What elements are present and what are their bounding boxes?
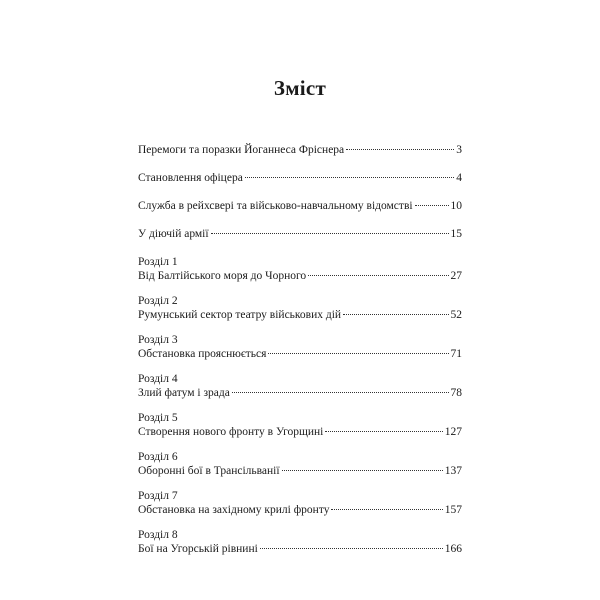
toc-entry-title: Становлення офіцера <box>138 172 243 184</box>
toc-entry-title: Перемоги та поразки Йоганнеса Фріснера <box>138 144 345 156</box>
chapter-label: Розділ 3 <box>138 334 178 346</box>
dot-leader <box>346 149 454 150</box>
toc-entry-page: 4 <box>456 172 462 184</box>
chapter-label: Розділ 5 <box>138 412 178 424</box>
dot-leader <box>268 353 448 354</box>
chapter-page: 52 <box>450 309 462 321</box>
chapter-page: 71 <box>450 348 462 360</box>
toc-entry <box>138 227 462 241</box>
chapter-title: Від Балтійського моря до Чорного <box>138 270 307 282</box>
chapter-label: Розділ 4 <box>138 373 178 385</box>
toc-chapter <box>138 528 462 556</box>
toc-chapter <box>138 489 462 517</box>
chapter-label: Розділ 8 <box>138 529 178 541</box>
chapter-page: 157 <box>444 504 462 516</box>
chapter-title: Злий фатум і зрада <box>138 387 230 399</box>
toc-chapter <box>138 450 462 478</box>
chapter-title: Оборонні бої в Трансільванії <box>138 465 280 477</box>
chapter-label: Розділ 6 <box>138 451 178 463</box>
dot-leader <box>260 548 443 549</box>
toc-chapter <box>138 333 462 361</box>
chapter-page: 27 <box>450 270 462 282</box>
dot-leader <box>308 275 448 276</box>
toc-chapter <box>138 255 462 283</box>
chapter-label: Розділ 1 <box>138 256 178 268</box>
chapter-label: Розділ 7 <box>138 490 178 502</box>
toc-entry <box>138 143 462 157</box>
chapter-title: Румунський сектор театру військових дій <box>138 309 342 321</box>
toc-entry <box>138 199 462 213</box>
dot-leader <box>282 470 443 471</box>
table-of-contents <box>138 143 462 567</box>
dot-leader <box>325 431 442 432</box>
toc-entry-title: У діючій армії <box>138 228 209 240</box>
chapter-page: 78 <box>450 387 462 399</box>
page-title: Зміст <box>273 76 327 100</box>
toc-chapter <box>138 411 462 439</box>
toc-entry-page: 3 <box>456 144 462 156</box>
chapter-title: Бої на Угорській рівнині <box>138 543 258 555</box>
chapter-title: Створення нового фронту в Угорщині <box>138 426 324 438</box>
dot-leader <box>415 205 449 206</box>
toc-entry-page: 15 <box>450 228 462 240</box>
chapter-page: 127 <box>444 426 462 438</box>
chapter-title: Обстановка прояснюється <box>138 348 267 360</box>
chapter-page: 166 <box>444 543 462 555</box>
toc-chapter <box>138 372 462 400</box>
chapter-page: 137 <box>444 465 462 477</box>
dot-leader <box>331 509 442 510</box>
dot-leader <box>232 392 449 393</box>
dot-leader <box>245 177 454 178</box>
dot-leader <box>343 314 448 315</box>
chapter-label: Розділ 2 <box>138 295 178 307</box>
toc-entry-page: 10 <box>450 200 462 212</box>
chapter-title: Обстановка на західному крилі фронту <box>138 504 330 516</box>
dot-leader <box>211 233 449 234</box>
toc-chapter <box>138 294 462 322</box>
toc-entry <box>138 171 462 185</box>
toc-entry-title: Служба в рейхсвері та військово-навчальному відомстві <box>138 200 413 212</box>
